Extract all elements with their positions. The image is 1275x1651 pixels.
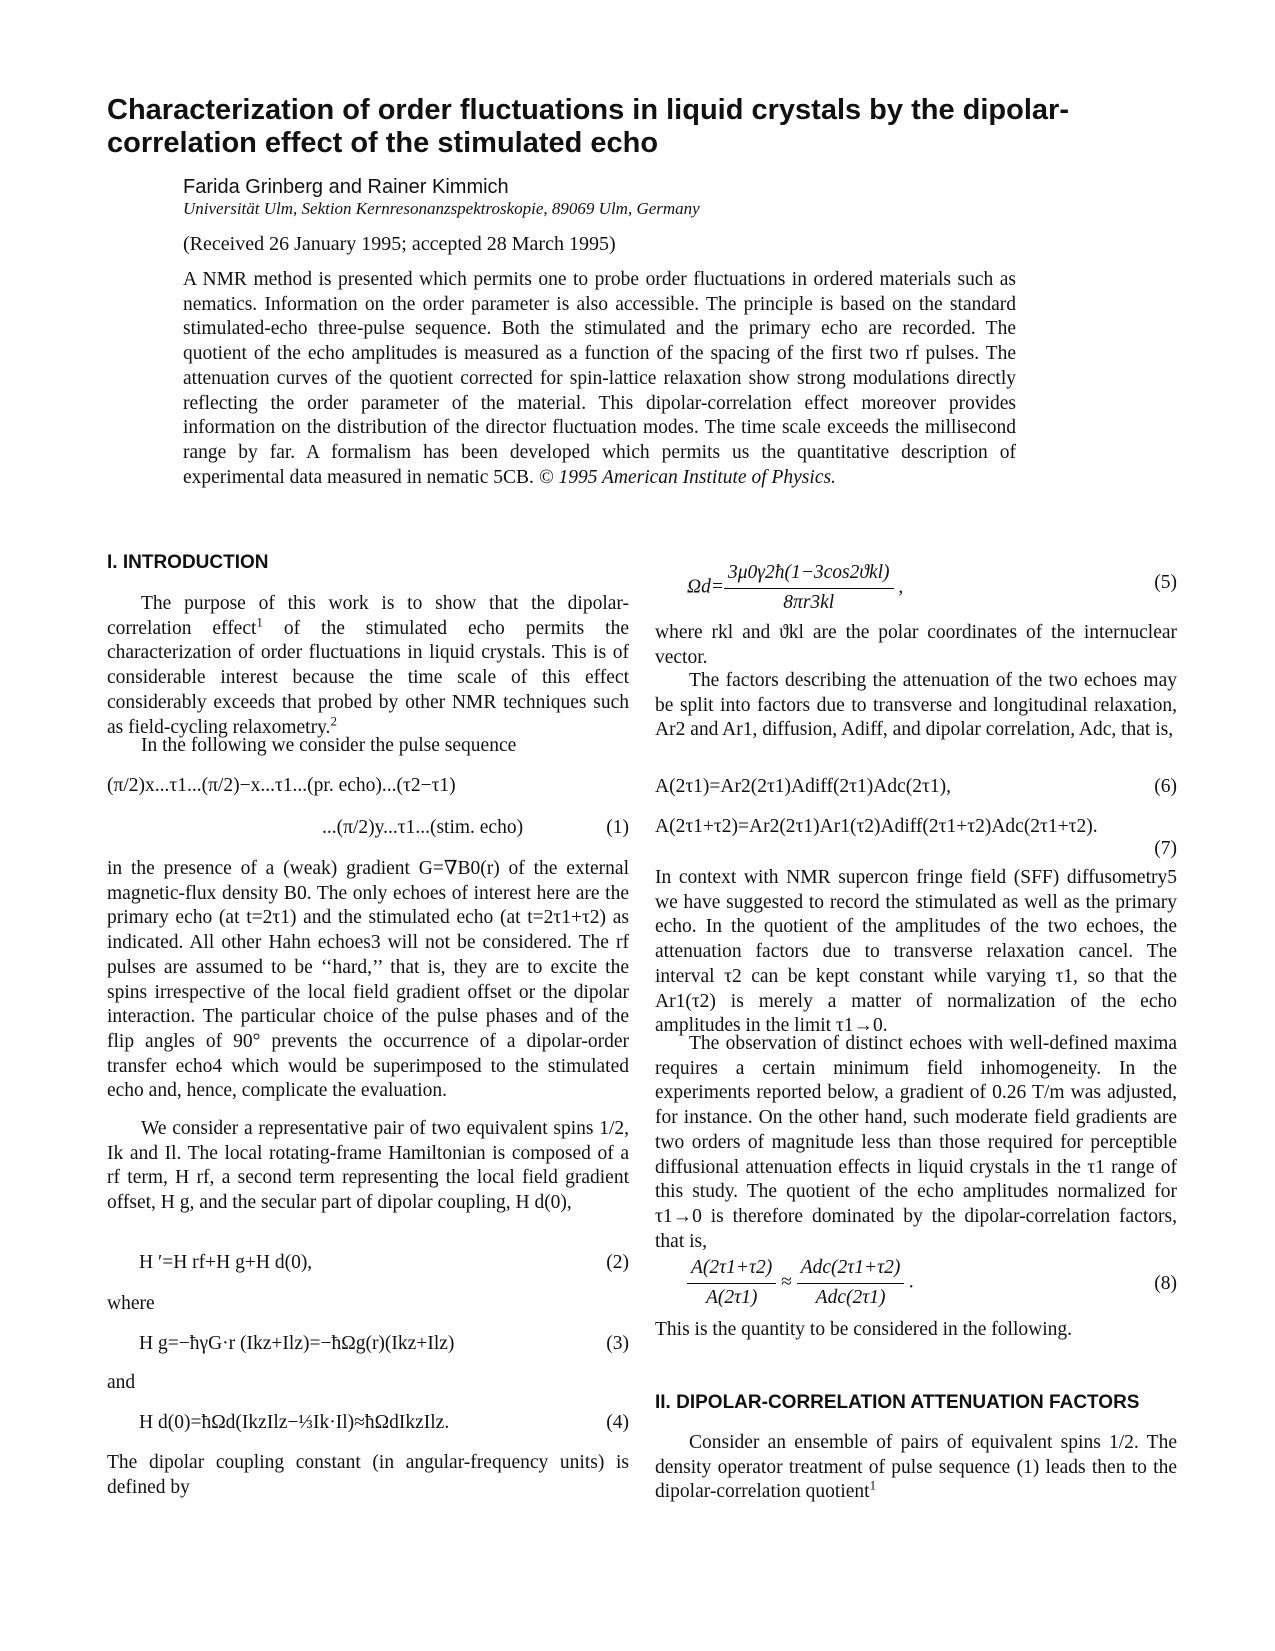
equation-3 (107, 1332, 629, 1358)
equation-8-right-numerator: Adc(2τ1+τ2) (797, 1256, 905, 1284)
intro-p1-text-a: The purpose of this work is to show that the dipolar-correlation effect (107, 593, 629, 639)
paragraph-attenuation-factors: The factors describing the attenuation of the two echoes may be split into factors due to transverse and longitudinal relaxation, Ar2 and Ar1, diffusion, Adiff, and dipolar correlation, Adc, that is, (655, 670, 1177, 741)
citation-1-repeat: 1 (869, 1477, 877, 1493)
where-text: where (107, 1293, 155, 1314)
paragraph-field-inhomogeneity: The observation of distinct echoes with well-defined maxima requires a certain minimum field inhomogeneity. In the experiments reported below, a gradient of 0.26 T/m was adjusted, for instance. On the other hand, such moderate field gradients are two orders of magnitude less than those required for perceptible diffusional attenuation effects in liquid crystals in the τ1 range of this study. The quotient of the echo amplitudes normalized for τ1→0 is therefore dominated by the dipolar-correlation factors, that is, (655, 1033, 1177, 1252)
equation-3-number: (3) (606, 1333, 629, 1354)
approx-symbol: ≈ (781, 1271, 792, 1293)
equation-8-body: $\frac{A(2\tau 1+\tau 2)}{A(2\tau 1)}$ ≈ $\frac{\text{Adc(2τ1+τ2)}}{\text{Adc(2τ1)}}$ . (687, 1256, 914, 1310)
equation-8-right-denominator: Adc(2τ1) (815, 1286, 886, 1308)
intro-paragraph-1 (107, 592, 629, 740)
equation-5-number: (5) (1154, 572, 1177, 593)
equation-8-left-fraction (687, 1256, 776, 1310)
intro-paragraph-3: in the presence of a (weak) gradient G=∇B0(r) of the external magnetic-flux density B0. The only echoes of interest here are the primary echo (at t=2τ1) and the stimulated echo (at t=2τ1+τ2) as indicated. All other Hahn echoes3 will not be considered. The rf pulses are assumed to be ‘‘hard,’’ that is, they are to excite the spins irrespective of the local field gradient offset or the dipolar interaction. The particular choice of the pulse phases and of the flip angles of 90° prevents the occurrence of a dipolar-order transfer echo4 which would be superimposed to the stimulated echo and, hence, complicate the evaluation. (107, 858, 629, 1102)
received-dates: (Received 26 January 1995; accepted 28 March 1995) (183, 233, 616, 255)
equation-1-line-2-body: ...(π/2)y...τ1...(stim. echo) (322, 817, 524, 838)
equation-3-body: H g=−ħγG·r (Ikz+Ilz)=−ħΩg(r)(Ikz+Ilz) (139, 1333, 455, 1354)
equation-8 (655, 1256, 1177, 1314)
affiliation: Universität Ulm, Sektion Kernresonanzspektroskopie, 89069 Ulm, Germany (183, 199, 700, 218)
citation-1: 1 (256, 614, 263, 630)
citation-2: 2 (330, 713, 337, 729)
paragraph-quantity: This is the quantity to be considered in the following. (655, 1319, 1073, 1340)
equation-1-line-2 (107, 816, 629, 842)
equation-8-right-fraction (797, 1256, 905, 1310)
paper-title: Characterization of order fluctuations in liquid crystals by the dipolar-correlation effect of the stimulated echo (107, 94, 1069, 159)
equation-5-fraction (724, 561, 894, 615)
equation-7-number: (7) (1154, 838, 1177, 859)
section-heading-introduction: I. INTRODUCTION (107, 552, 269, 573)
equation-1-line-1 (107, 774, 629, 800)
equation-2 (107, 1251, 629, 1277)
equation-1-line-1-body: (π/2)x...τ1...(π/2)−x...τ1...(pr. echo)...(τ2−τ1) (107, 775, 456, 796)
equation-8-left-numerator: A(2τ1+τ2) (687, 1256, 776, 1284)
equation-4-body: H d(0)=ħΩd(IkzIlz−⅓Ik·Il)≈ħΩdIkzIlz. (139, 1412, 450, 1433)
equation-5-lhs: Ωd= (687, 576, 725, 598)
section-heading-dipolar-correlation: II. DIPOLAR-CORRELATION ATTENUATION FACTORS (655, 1392, 1140, 1413)
equation-8-number: (8) (1154, 1273, 1177, 1294)
paragraph-density-operator-text: Consider an ensemble of pairs of equivalent spins 1/2. The density operator treatment of pulse sequence (1) leads then to the dipolar-correlation quotient (655, 1432, 1177, 1503)
authors: Farida Grinberg and Rainer Kimmich (183, 176, 509, 198)
equation-1-number: (1) (606, 817, 629, 838)
abstract-text: A NMR method is presented which permits one to probe order fluctuations in ordered materials such as nematics. Information on the order parameter is also accessible. The principle is based on the standard stimulated-echo three-pulse sequence. Both the stimulated and the primary echo are recorded. The quotient of the echo amplitudes is measured as a function of the spacing of the first two rf pulses. The attenuation curves of the quotient corrected for spin-lattice relaxation show strong modulations directly reflecting the order parameter of the material. This dipolar-correlation effect moreover provides information on the distribution of the director fluctuation modes. The time scale exceeds the millisecond range by far. A formalism has been developed which permits us the quantitative description of experimental data measured in nematic 5CB. (183, 269, 1016, 488)
equation-4-number: (4) (606, 1412, 629, 1433)
equation-5-denominator: 8πr3kl (783, 591, 835, 613)
equation-5-numerator: 3μ0γ2ħ(1−3cos2ϑkl) (724, 561, 894, 589)
intro-paragraph-2: In the following we consider the pulse sequence (141, 735, 517, 756)
paragraph-polar-coordinates: where rkl and ϑkl are the polar coordinates of the internuclear vector. (655, 622, 1177, 668)
equation-6 (655, 775, 1177, 801)
equation-6-body: A(2τ1)=Ar2(2τ1)Adiff(2τ1)Adc(2τ1), (655, 776, 951, 797)
paragraph-sff-diffusometry: In context with NMR supercon fringe field (SFF) diffusometry5 we have suggested to record the stimulated as well as the primary echo. In the quotient of the amplitudes of the two echoes, the attenuation factors due to transverse relaxation cancel. The interval τ2 can be kept constant while varying τ1, so that the Ar1(τ2) is merely a matter of normalization of the echo amplitudes in the limit τ1→0. (655, 867, 1177, 1037)
equation-5-body: Ωd= $\frac{\text{3μ0γ2ħ(1−3cos2ϑkl)}}{8\pi r3kl}$ , (687, 561, 903, 615)
paragraph-density-operator (655, 1431, 1177, 1505)
intro-paragraph-5: The dipolar coupling constant (in angular-frequency units) is defined by (107, 1452, 629, 1498)
equation-7 (655, 815, 1177, 863)
equation-8-left-denominator: A(2τ1) (705, 1286, 758, 1308)
intro-p1-text-b: of the stimulated echo permits the characterization of order fluctuations in liquid crystals. This is of considerable interest because the time scale of this effect considerably exceeds that probed by other NMR techniques such as field-cycling relaxometry. (107, 617, 629, 738)
equation-7-body: A(2τ1+τ2)=Ar2(2τ1)Ar1(τ2)Adiff(2τ1+τ2)Adc(2τ1+τ2). (655, 816, 1098, 837)
and-text: and (107, 1372, 136, 1393)
equation-2-body: H ′=H rf+H g+H d(0), (139, 1252, 313, 1273)
equation-5 (655, 555, 1177, 615)
abstract (183, 268, 1016, 490)
copyright: © 1995 American Institute of Physics. (538, 466, 836, 488)
equation-6-number: (6) (1154, 776, 1177, 797)
intro-paragraph-4: We consider a representative pair of two equivalent spins 1/2, Ik and Il. The local rotating-frame Hamiltonian is composed of a rf term, H rf, a second term representing the local field gradient offset, H g, and the secular part of dipolar coupling, H d(0), (107, 1118, 629, 1214)
equation-4 (107, 1411, 629, 1437)
equation-2-number: (2) (606, 1252, 629, 1273)
